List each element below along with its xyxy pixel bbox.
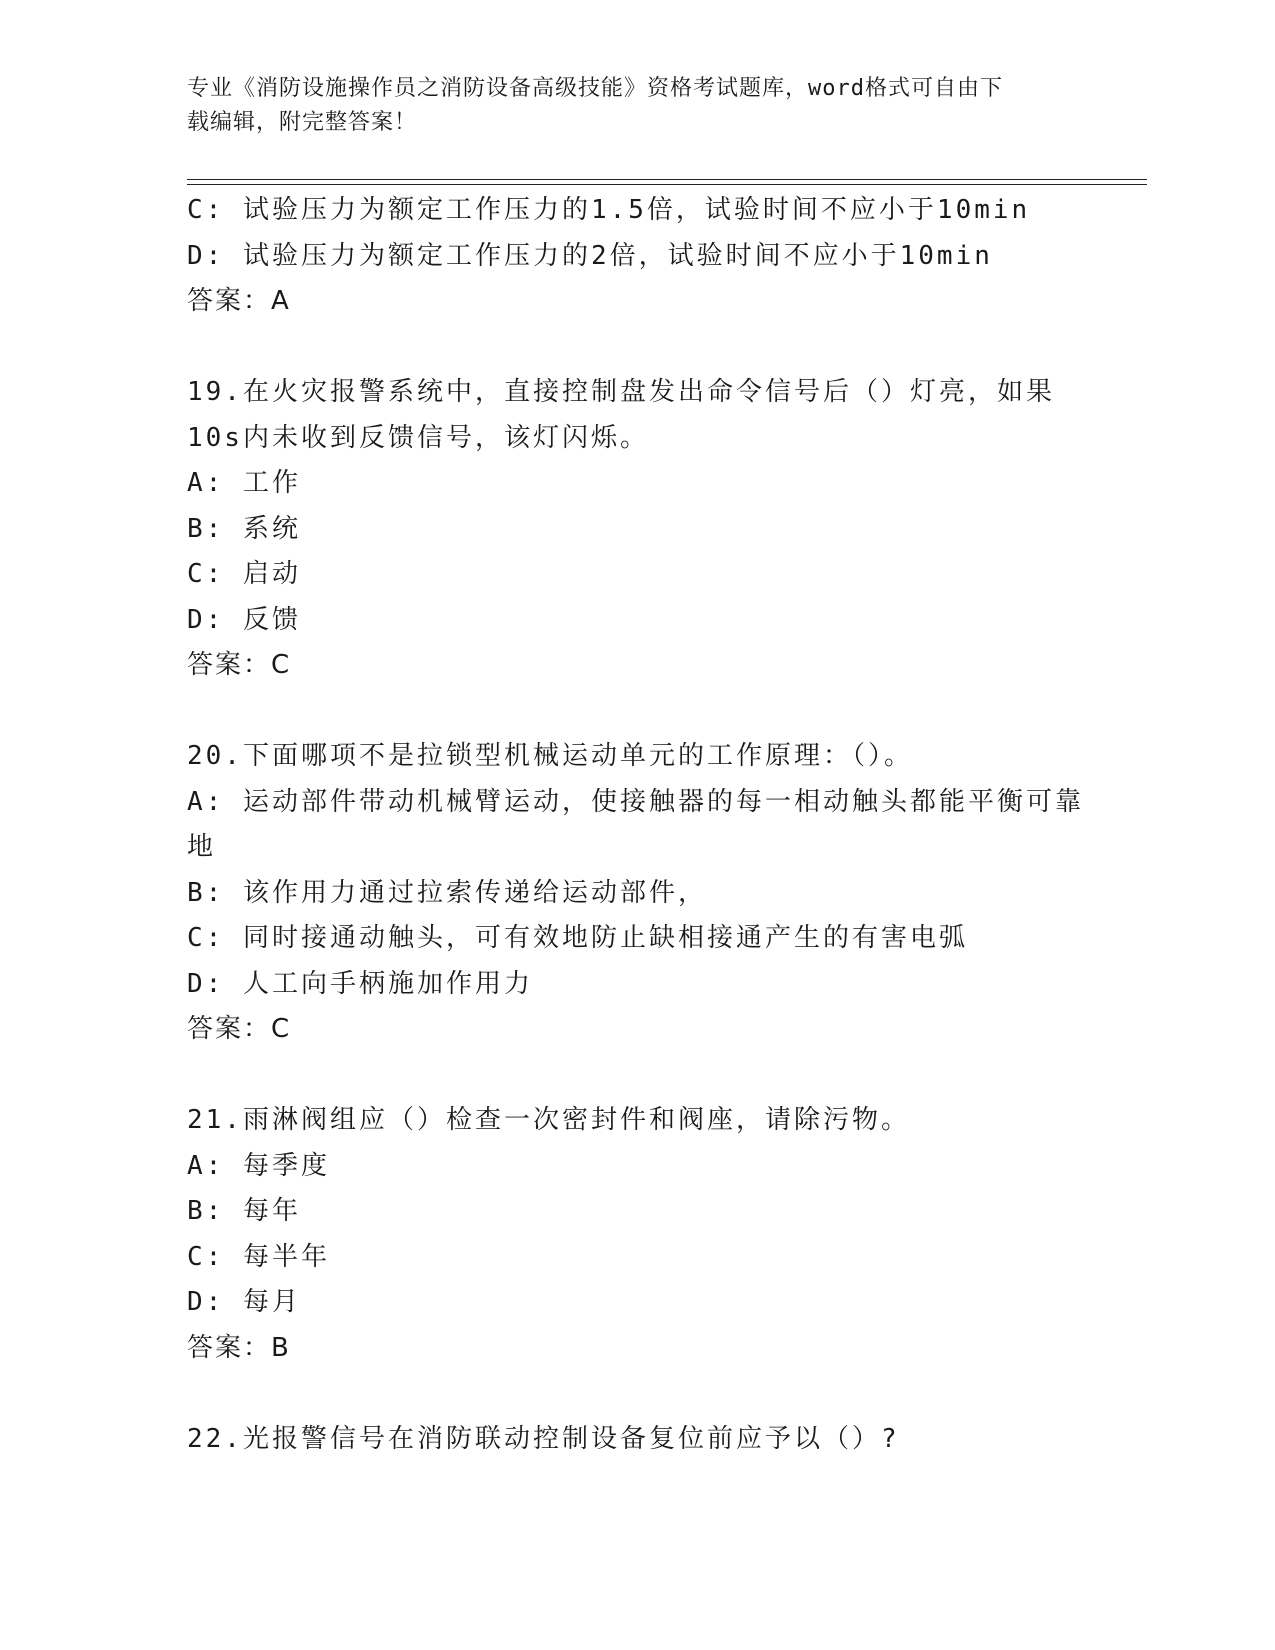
option-b: B: 系统 — [187, 513, 301, 544]
answer: 答案：C — [187, 650, 292, 680]
question-stem: 22.光报警信号在消防联动控制设备复位前应予以（）? — [187, 1423, 900, 1454]
option-d: D: 反馈 — [187, 604, 301, 635]
question-stem: 20.下面哪项不是拉锁型机械运动单元的工作原理：（）。 — [187, 741, 913, 771]
question-stem: 10s内未收到反馈信号，该灯闪烁。 — [187, 422, 649, 453]
option-c: C: 每半年 — [187, 1241, 330, 1272]
answer: 答案：C — [187, 1014, 292, 1044]
option-a: A: 工作 — [187, 468, 301, 498]
document-header — [187, 72, 1067, 140]
option-c: C: 试验压力为额定工作压力的1.5倍，试验时间不应小于10min — [187, 195, 1031, 225]
header-divider-bottom — [187, 184, 1147, 185]
option-b: B: 每年 — [187, 1196, 301, 1226]
option-d: D: 每月 — [187, 1287, 301, 1317]
header-line-2: 载编辑，附完整答案！ — [187, 110, 418, 135]
question-content — [187, 188, 1087, 1462]
option-d: D: 试验压力为额定工作压力的2倍，试验时间不应小于10min — [187, 240, 993, 271]
option-b: B: 该作用力通过拉索传递给运动部件， — [187, 877, 707, 908]
answer: 答案：B — [187, 1332, 291, 1363]
question-stem: 19.在火灾报警系统中，直接控制盘发出命令信号后（）灯亮，如果 — [187, 377, 1055, 407]
option-a: A: 每季度 — [187, 1150, 330, 1181]
option-a-continued: 地 — [187, 832, 217, 862]
header-line-1: 专业《消防设施操作员之消防设备高级技能》资格考试题库，word格式可自由下 — [187, 76, 1003, 101]
answer: 答案：A — [187, 286, 291, 316]
option-d: D: 人工向手柄施加作用力 — [187, 968, 533, 999]
option-c: C: 启动 — [187, 559, 301, 589]
header-divider-top — [187, 179, 1147, 180]
question-stem: 21.雨淋阀组应（）检查一次密封件和阀座，请除污物。 — [187, 1105, 910, 1135]
option-a: A: 运动部件带动机械臂运动，使接触器的每一相动触头都能平衡可靠 — [187, 786, 1084, 817]
option-c: C: 同时接通动触头，可有效地防止缺相接通产生的有害电弧 — [187, 923, 968, 953]
